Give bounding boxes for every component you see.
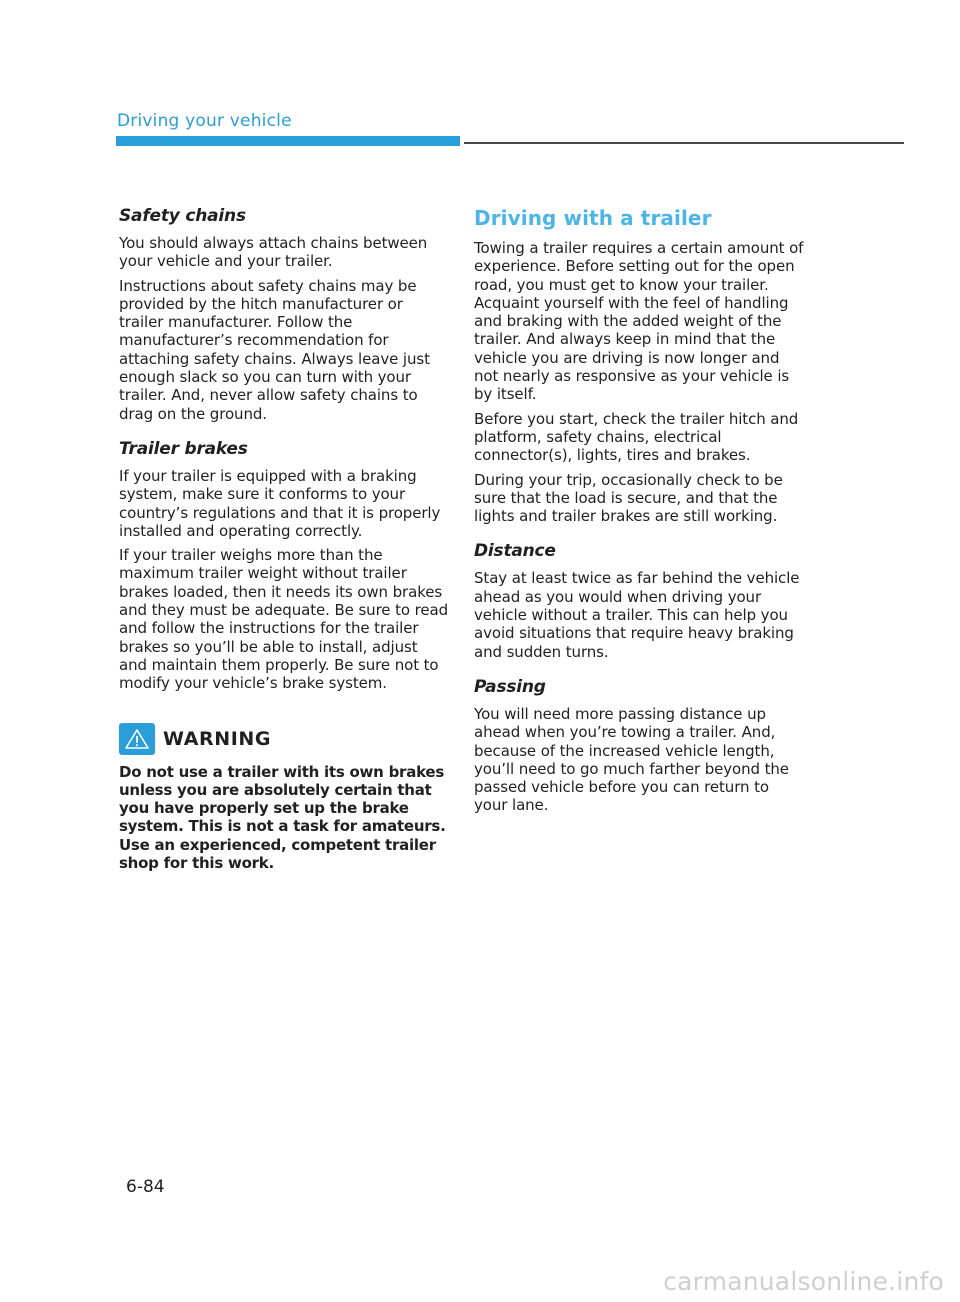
safety-chains-para-2: Instructions about safety chains may be provided by the hitch manufacturer or trailer manufacturer. Follow the manufacturer’s recommendation for attaching safety chains. Always leave just enough slack so you can turn with your trailer. And, never allow safety chains to drag on the ground. bbox=[119, 276, 430, 423]
running-header: Driving your vehicle bbox=[117, 111, 292, 131]
distance-para-1: Stay at least twice as far behind the vehicle ahead as you would when driving your vehicle without a trailer. This can help you avoid situations that require heavy braking and sudden turns. bbox=[474, 569, 800, 661]
warning-text: Do not use a trailer with its own brakes unless you are absolutely certain that you have properly set up the brake system. This is not a task for amateurs. Use an experienced, competent trailer shop for this work. bbox=[119, 762, 446, 873]
driving-with-trailer-heading: Driving with a trailer bbox=[474, 206, 712, 230]
right-column bbox=[474, 206, 804, 821]
trailer-brakes-heading: Trailer brakes bbox=[119, 438, 248, 459]
header-rule bbox=[464, 142, 904, 144]
watermark-link[interactable]: carmanualsonline.info bbox=[663, 1267, 944, 1296]
safety-chains-heading: Safety chains bbox=[119, 206, 246, 226]
warning-triangle-icon bbox=[119, 723, 155, 755]
page-number: 6-84 bbox=[126, 1177, 165, 1197]
trailer-brakes-para-1: If your trailer is equipped with a braking system, make sure it conforms to your country’s regulations and that it is properly installed and operating correctly. bbox=[119, 466, 441, 540]
header-rule-accent bbox=[116, 136, 460, 146]
warning-header bbox=[119, 723, 449, 755]
trailer-brakes-para-2: If your trailer weighs more than the maximum trailer weight without trailer brakes loaded, then it needs its own brakes and they must be adequate. Be sure to read and follow the instructions for the trailer brakes so you’ll be able to install, adjust and maintain them properly. Be sure not to modify your vehicle’s brake system. bbox=[119, 546, 449, 693]
safety-chains-para-1: You should always attach chains between your vehicle and your trailer. bbox=[119, 234, 428, 271]
passing-para-1: You will need more passing distance up ahead when you’re towing a trailer. And, because of the increased vehicle length, you’ll need to go much farther beyond the passed vehicle before you can return to your lane. bbox=[474, 704, 789, 815]
passing-heading: Passing bbox=[474, 676, 546, 697]
warning-label: WARNING bbox=[163, 727, 272, 750]
distance-heading: Distance bbox=[474, 541, 556, 562]
driving-with-trailer-para-1: Towing a trailer requires a certain amount of experience. Before setting out for the open road, you must get to know your trailer. Acquaint yourself with the feel of handling and braking with the added weight of the trailer. And always keep in mind that the vehicle you are driving is now longer and not nearly as responsive as your vehicle is by itself. bbox=[474, 239, 804, 404]
driving-with-trailer-para-3: During your trip, occasionally check to be sure that the load is secure, and that the lights and trailer brakes are still working. bbox=[474, 470, 783, 526]
left-column bbox=[119, 206, 449, 872]
driving-with-trailer-para-2: Before you start, check the trailer hitch and platform, safety chains, electrical connector(s), lights, tires and brakes. bbox=[474, 409, 799, 465]
